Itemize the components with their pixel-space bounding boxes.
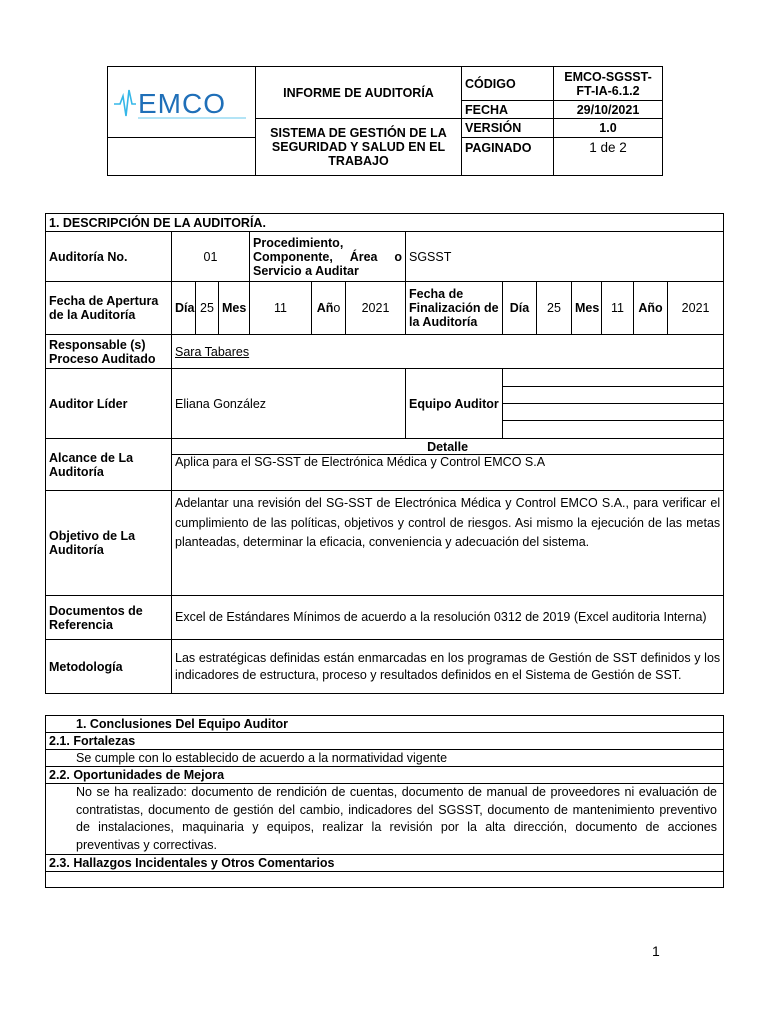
conclusions-title: 1. Conclusiones Del Equipo Auditor	[46, 716, 724, 733]
fin-dia-label: Día	[503, 282, 537, 335]
responsable-label: Responsable (s) Proceso Auditado	[46, 335, 172, 369]
procedimiento-label: Procedimiento, Componente, Área o Servicio a Auditar	[250, 232, 406, 282]
equipo-auditor-lines	[503, 369, 724, 439]
fortalezas-label: 2.1. Fortalezas	[46, 733, 724, 750]
metodologia-value: Las estratégicas definidas están enmarcadas en los programas de Gestión de SST definidos y los indicadores de estructura, proceso y resultados definidos en el Sistema de Gestión de SST.	[172, 640, 724, 694]
apertura-anio-label: Año	[312, 282, 346, 335]
audit-description-table	[45, 213, 724, 694]
auditoria-no-label: Auditoría No.	[46, 232, 172, 282]
logo-cell	[108, 67, 256, 138]
apertura-mes: 11	[250, 282, 312, 335]
fin-anio: 2021	[668, 282, 724, 335]
hallazgos-label: 2.3. Hallazgos Incidentales y Otros Comentarios	[46, 855, 724, 872]
fin-mes: 11	[602, 282, 634, 335]
codigo-label: CÓDIGO	[462, 67, 554, 101]
section-title: 1. DESCRIPCIÓN DE LA AUDITORÍA.	[46, 214, 724, 232]
hallazgos-value	[46, 872, 724, 888]
codigo-value: EMCO-SGSST-FT-IA-6.1.2	[554, 67, 663, 101]
objetivo-label: Objetivo de La Auditoría	[46, 491, 172, 596]
alcance-value: Aplica para el SG-SST de Electrónica Médica y Control EMCO S.A	[172, 455, 724, 491]
apertura-dia-label: Día	[172, 282, 196, 335]
alcance-label: Alcance de La Auditoría	[46, 439, 172, 491]
page-number: 1	[652, 943, 660, 959]
finalizacion-label: Fecha de Finalización de la Auditoría	[406, 282, 503, 335]
metodologia-label: Metodología	[46, 640, 172, 694]
fin-anio-label: Año	[634, 282, 668, 335]
version-value: 1.0	[554, 119, 663, 138]
heartbeat-icon	[114, 82, 250, 122]
emco-logo	[111, 82, 252, 122]
logo-text: EMCO	[137, 88, 226, 119]
auditoria-no-value: 01	[172, 232, 250, 282]
oportunidades-value: No se ha realizado: documento de rendición de cuentas, documento de manual de proveedores ni evaluación de contratistas, documento de gestión del cambio, indicadores del SGSST, documento de mantenimiento preventivo de instalaciones, maquinaria y equipos, realizar la revisión por la alta dirección, documento de acciones preventivas y correctivas.	[46, 784, 724, 855]
apertura-anio: 2021	[346, 282, 406, 335]
procedimiento-value: SGSST	[406, 232, 724, 282]
detalle-header: Detalle	[172, 439, 724, 455]
documentos-value: Excel de Estándares Mínimos de acuerdo a la resolución 0312 de 2019 (Excel auditoria Interna)	[172, 596, 724, 640]
objetivo-value: Adelantar una revisión del SG-SST de Electrónica Médica y Control EMCO S.A., para verificar el cumplimiento de las políticas, objetivos y control de riesgos. Asi mismo la ejecución de las metas planteadas, determinar la eficacia, conveniencia y adecuación del sistema.	[172, 491, 724, 596]
equipo-auditor-label: Equipo Auditor	[406, 369, 503, 439]
document-header	[107, 66, 663, 176]
fin-mes-label: Mes	[572, 282, 602, 335]
fin-dia: 25	[537, 282, 572, 335]
oportunidades-label: 2.2. Oportunidades de Mejora	[46, 767, 724, 784]
report-title: INFORME DE AUDITORÍA	[256, 67, 462, 119]
apertura-mes-label: Mes	[219, 282, 250, 335]
auditor-lider-value: Eliana González	[172, 369, 406, 439]
auditor-lider-label: Auditor Líder	[46, 369, 172, 439]
paginado-label: PAGINADO	[462, 138, 554, 176]
fortalezas-value: Se cumple con lo establecido de acuerdo a la normatividad vigente	[46, 750, 724, 767]
version-label: VERSIÓN	[462, 119, 554, 138]
apertura-dia: 25	[196, 282, 219, 335]
responsable-value: Sara Tabares	[172, 335, 724, 369]
apertura-label: Fecha de Apertura de la Auditoría	[46, 282, 172, 335]
system-title: SISTEMA DE GESTIÓN DE LA SEGURIDAD Y SALUD EN EL TRABAJO	[256, 119, 462, 176]
conclusions-table	[45, 715, 724, 888]
fecha-label: FECHA	[462, 101, 554, 119]
documentos-label: Documentos de Referencia	[46, 596, 172, 640]
paginado-value: 1 de 2	[554, 138, 663, 176]
fecha-value: 29/10/2021	[554, 101, 663, 119]
